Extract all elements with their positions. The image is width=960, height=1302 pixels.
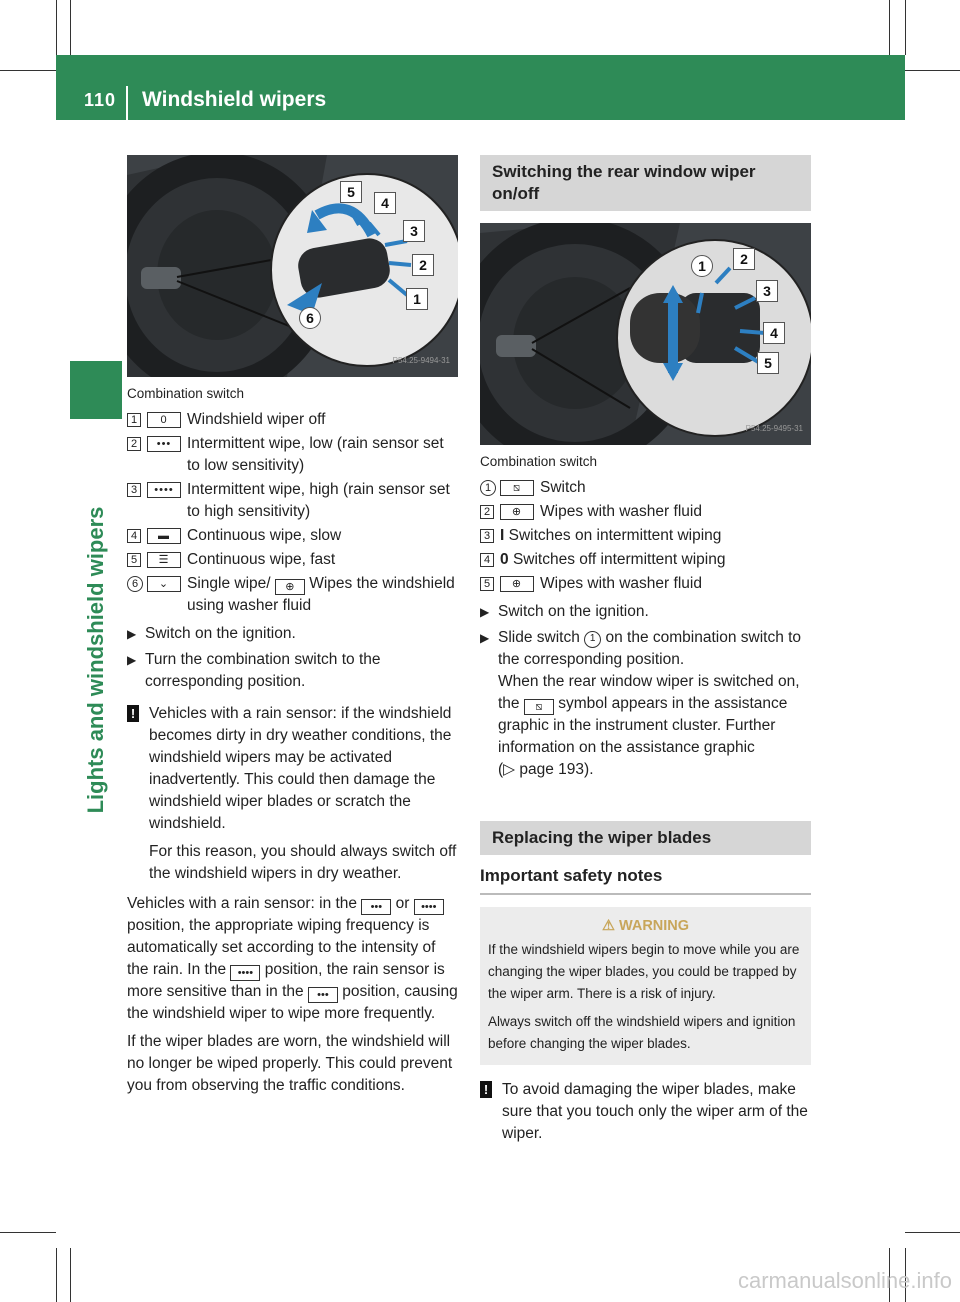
- instruction-step: ▶ Turn the combination switch to the corresponding position.: [127, 651, 381, 690]
- steering-wheel-illustration: [127, 155, 458, 377]
- exclamation-icon: !: [480, 1081, 492, 1098]
- instruction-step: ▶ Switch on the ignition.: [127, 623, 459, 645]
- intermittent-low-icon: •••: [308, 987, 338, 1003]
- figure-marker: 4: [763, 322, 785, 344]
- warning-triangle-icon: ⚠: [601, 918, 619, 934]
- figure-caption: Combination switch: [127, 386, 245, 401]
- site-watermark: carmanualsonline.info: [737, 1268, 952, 1293]
- intermittent-low-icon: •••: [361, 899, 391, 915]
- list-item: 5 ☰ Continuous wipe, fast: [127, 549, 459, 571]
- figure-marker: 1: [406, 288, 428, 310]
- continuous-slow-symbol: ▬: [147, 528, 181, 544]
- worn-blades-paragraph: If the wiper blades are worn, the windshield will no longer be wiped properly. This could prevent you from observing the traffic conditions.: [127, 1033, 453, 1094]
- instruction-step: ▶ Slide switch 1 on the combination switch to the corresponding position. When the rear window wiper is switched on, the ⧅ symbol appears in the assistance graphic in the instrument cluster. Further information on the assistance graphic (▷ page 193).: [480, 629, 802, 778]
- figure-code: P54.25-9494-31: [392, 356, 450, 365]
- figure-marker: 4: [374, 192, 396, 214]
- side-tab-marker: [70, 361, 122, 419]
- caution-note: ! To avoid damaging the wiper blades, make sure that you touch only the wiper arm of the wiper.: [480, 1079, 811, 1145]
- rear-wiper-switch-figure: [480, 223, 811, 445]
- figure-marker: 2: [412, 254, 434, 276]
- caution-note: ! Vehicles with a rain sensor: if the windshield becomes dirty in dry weather conditions, the windshield wipers may be activated inadvertently. This could then damage the windshield wiper blades or scratch the windshield. For this reason, you should always switch off the windshield wipers in dry weather.: [127, 703, 459, 885]
- figure-marker: 5: [757, 352, 779, 374]
- figure-marker: 5: [340, 181, 362, 203]
- wiper-off-symbol: 0: [147, 412, 181, 428]
- figure-code: P54.25-9495-31: [745, 424, 803, 433]
- list-item: 3 I Switches on intermittent wiping: [480, 525, 811, 547]
- step-arrow-icon: ▶: [480, 631, 490, 645]
- washer-fluid-symbol: ⊕: [500, 504, 534, 520]
- figure-marker: 6: [299, 307, 321, 329]
- figure-caption: Combination switch: [480, 454, 598, 469]
- continuous-fast-symbol: ☰: [147, 552, 181, 568]
- single-wipe-symbol: ⌄: [147, 576, 181, 592]
- washer-fluid-icon: ⊕: [275, 579, 305, 595]
- right-column: [480, 155, 811, 1145]
- list-item: 6 ⌄ Single wipe/ ⊕ Wipes the windshield using washer fluid: [127, 573, 459, 617]
- left-column: [127, 155, 459, 1097]
- list-item: 4 0 Switches off intermittent wiping: [480, 549, 811, 571]
- page-number: 110: [84, 90, 117, 110]
- section-heading: Switching the rear window wiper on/off: [480, 155, 811, 211]
- list-item: 1 0 Windshield wiper off: [127, 409, 459, 431]
- header-separator: [126, 86, 128, 120]
- intermittent-low-symbol: •••: [147, 436, 181, 452]
- page-reference-link[interactable]: (▷ page 193).: [498, 761, 594, 778]
- rain-sensor-paragraph: Vehicles with a rain sensor: in the ••• or •••• position, the appropriate wiping frequency is automatically set according to the intensity of the rain. In the •••• position, the rain sensor is more sensitive than in the ••• position, causing the windshield wiper to wipe more frequently.: [127, 895, 458, 1022]
- rear-wiper-icon: ⧅: [524, 699, 554, 715]
- figure-marker: 1: [691, 255, 713, 277]
- subsection-heading: Important safety notes: [480, 865, 811, 895]
- page-title: Windshield wipers: [142, 88, 327, 111]
- instruction-step: ▶ Switch on the ignition.: [480, 601, 811, 623]
- combination-switch-figure: [127, 155, 458, 377]
- washer-fluid-symbol: ⊕: [500, 576, 534, 592]
- intermittent-high-symbol: ••••: [147, 482, 181, 498]
- figure-marker: 3: [403, 220, 425, 242]
- warning-heading: ⚠ WARNING: [601, 918, 690, 934]
- step-arrow-icon: ▶: [127, 653, 137, 667]
- list-item: 1 ⧅ Switch: [480, 477, 811, 499]
- list-item: 2 ⊕ Wipes with washer fluid: [480, 501, 811, 523]
- intermittent-high-icon: ••••: [230, 965, 260, 981]
- list-item: 4 ▬ Continuous wipe, slow: [127, 525, 459, 547]
- warning-box: ⚠ WARNING If the windshield wipers begin to move while you are changing the wiper blades, you could be trapped by the wiper arm. There is a risk of injury. Always switch off the windshield wipers and ignition before changing the wiper blades.: [480, 907, 811, 1065]
- step-arrow-icon: ▶: [480, 605, 490, 619]
- side-tab-label: Lights and windshield wipers: [83, 506, 108, 814]
- list-item: 3 •••• Intermittent wipe, high (rain sensor set to high sensitivity): [127, 479, 459, 523]
- intermittent-high-icon: ••••: [414, 899, 444, 915]
- steering-wheel-illustration: [480, 223, 811, 445]
- step-arrow-icon: ▶: [127, 627, 137, 641]
- list-item: 2 ••• Intermittent wipe, low (rain sensor set to low sensitivity): [127, 433, 459, 477]
- figure-marker: 3: [756, 280, 778, 302]
- section-heading: Replacing the wiper blades: [480, 821, 811, 855]
- exclamation-icon: !: [127, 705, 139, 722]
- figure-marker: 2: [733, 248, 755, 270]
- list-item: 5 ⊕ Wipes with washer fluid: [480, 573, 811, 595]
- rear-wiper-switch-symbol: ⧅: [500, 480, 534, 496]
